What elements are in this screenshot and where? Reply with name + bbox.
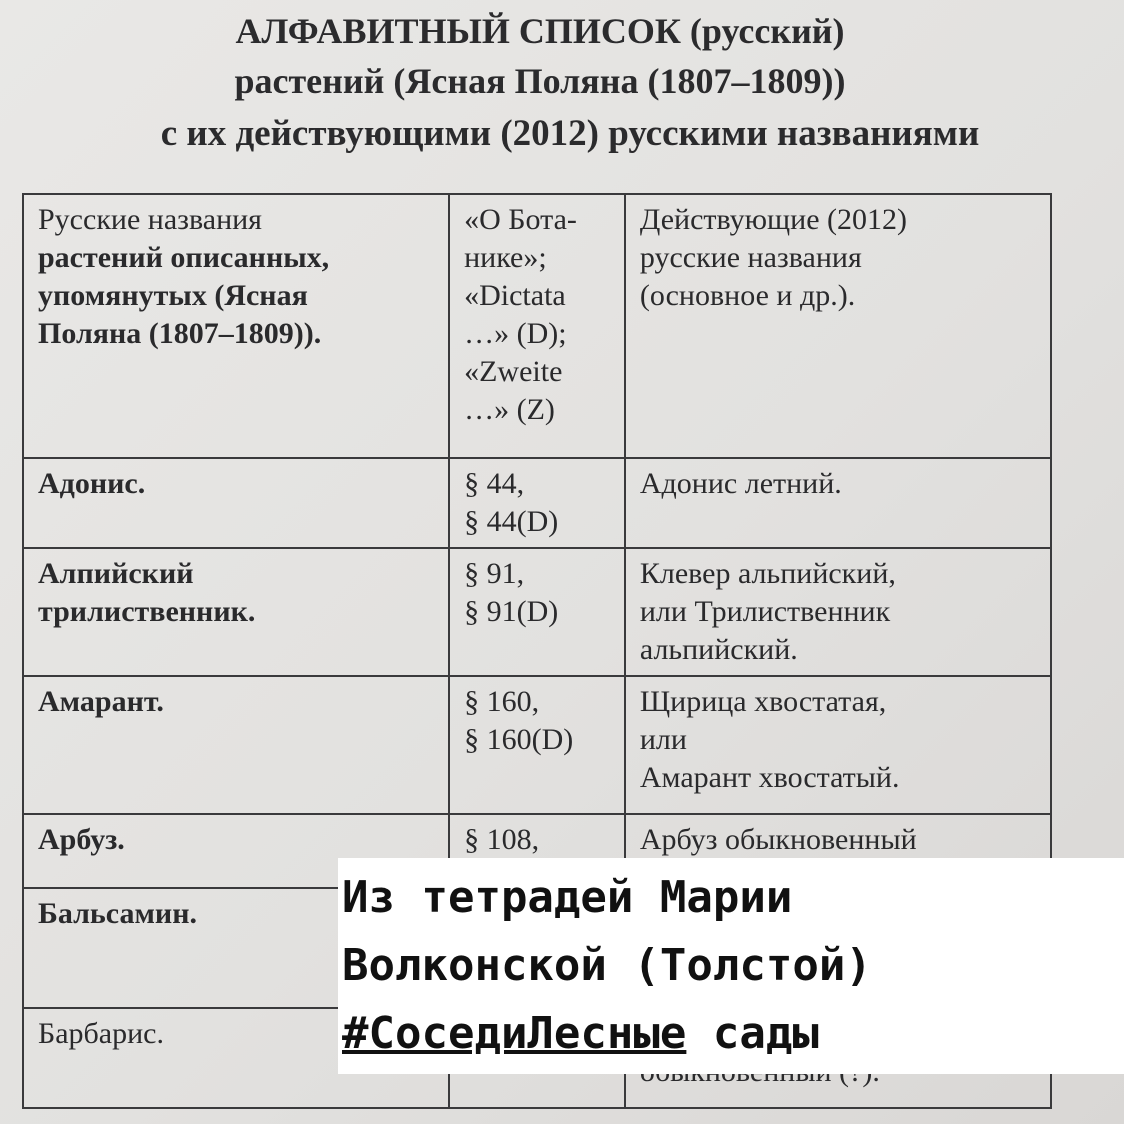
source-ref: § 91, bbox=[464, 557, 525, 590]
source-ref: § 160, bbox=[464, 685, 540, 718]
header-text-line: растений описанных, bbox=[38, 241, 330, 274]
current-name: или Трилиственник bbox=[639, 595, 891, 628]
caption-line-3 bbox=[338, 1000, 1124, 1068]
source-ref: § 44(D) bbox=[464, 505, 559, 538]
source-ref: § 91(D) bbox=[464, 595, 559, 628]
current-name-cell bbox=[625, 458, 1051, 548]
current-name-cell bbox=[625, 548, 1051, 676]
header-text-line: Действующие (2012) bbox=[639, 203, 908, 236]
caption-line-1: Из тетрадей Марии bbox=[342, 872, 793, 923]
table-row bbox=[23, 548, 1051, 676]
plant-name-cell bbox=[23, 458, 449, 548]
header-text-line: нике»; bbox=[464, 241, 547, 274]
source-ref: § 108, bbox=[464, 823, 540, 856]
plant-name: Барбарис. bbox=[38, 1017, 164, 1050]
header-text-line: упомянутых (Ясная bbox=[38, 279, 308, 312]
caption-line-3-rest: сады bbox=[686, 1008, 819, 1059]
header-text-line: …» (Z) bbox=[464, 393, 555, 426]
caption-overlay bbox=[338, 858, 1124, 1074]
header-text-line: (основное и др.). bbox=[639, 279, 856, 312]
current-name: Адонис летний. bbox=[639, 467, 842, 500]
hashtag-link[interactable]: #СоседиЛесные bbox=[342, 1008, 687, 1059]
current-name: альпийский. bbox=[639, 633, 798, 666]
source-ref-cell bbox=[449, 458, 625, 548]
header-text-line: Русские названия bbox=[38, 203, 262, 236]
plant-name: Амарант. bbox=[38, 685, 164, 718]
current-name: Щирица хвостатая, bbox=[639, 685, 887, 718]
plant-name: трилиственник. bbox=[38, 595, 256, 628]
current-name: или bbox=[639, 723, 687, 756]
header-text-line: …» (D); bbox=[464, 317, 567, 350]
plant-name: Бальсамин. bbox=[38, 897, 197, 930]
table-row bbox=[23, 458, 1051, 548]
source-ref: § 160(D) bbox=[464, 723, 574, 756]
plant-name: Арбуз. bbox=[38, 823, 125, 856]
header-text-line: «О Бота- bbox=[464, 203, 577, 236]
table-row bbox=[23, 676, 1051, 814]
page-title-line-1: АЛФАВИТНЫЙ СПИСОК (русский) bbox=[235, 11, 845, 51]
header-text-line: русские названия bbox=[639, 241, 862, 274]
table-header-row bbox=[23, 194, 1051, 458]
current-name: Амарант хвостатый. bbox=[639, 761, 900, 794]
plant-name: Алпийский bbox=[38, 557, 194, 590]
source-ref-cell bbox=[449, 676, 625, 814]
header-cell-russian-names bbox=[23, 194, 449, 458]
header-cell-current-names bbox=[625, 194, 1051, 458]
header-cell-sources bbox=[449, 194, 625, 458]
current-name: Арбуз обыкновенный bbox=[639, 823, 917, 856]
header-text-line: «Dictata bbox=[464, 279, 566, 312]
page-title-line-2: растений (Ясная Поляна (1807–1809)) bbox=[234, 61, 846, 101]
plant-name-cell bbox=[23, 548, 449, 676]
current-name-cell bbox=[625, 676, 1051, 814]
header-text-line: «Zweite bbox=[464, 355, 563, 388]
caption-line-2: Волконской (Толстой) bbox=[342, 940, 872, 991]
page-title-line-3: с их действующими (2012) русскими названиями bbox=[160, 113, 980, 154]
plant-name-cell bbox=[23, 676, 449, 814]
header-text-line: Поляна (1807–1809)). bbox=[38, 317, 322, 350]
plant-name: Адонис. bbox=[38, 467, 146, 500]
source-ref: § 44, bbox=[464, 467, 525, 500]
source-ref-cell bbox=[449, 548, 625, 676]
current-name: Клевер альпийский, bbox=[639, 557, 896, 590]
